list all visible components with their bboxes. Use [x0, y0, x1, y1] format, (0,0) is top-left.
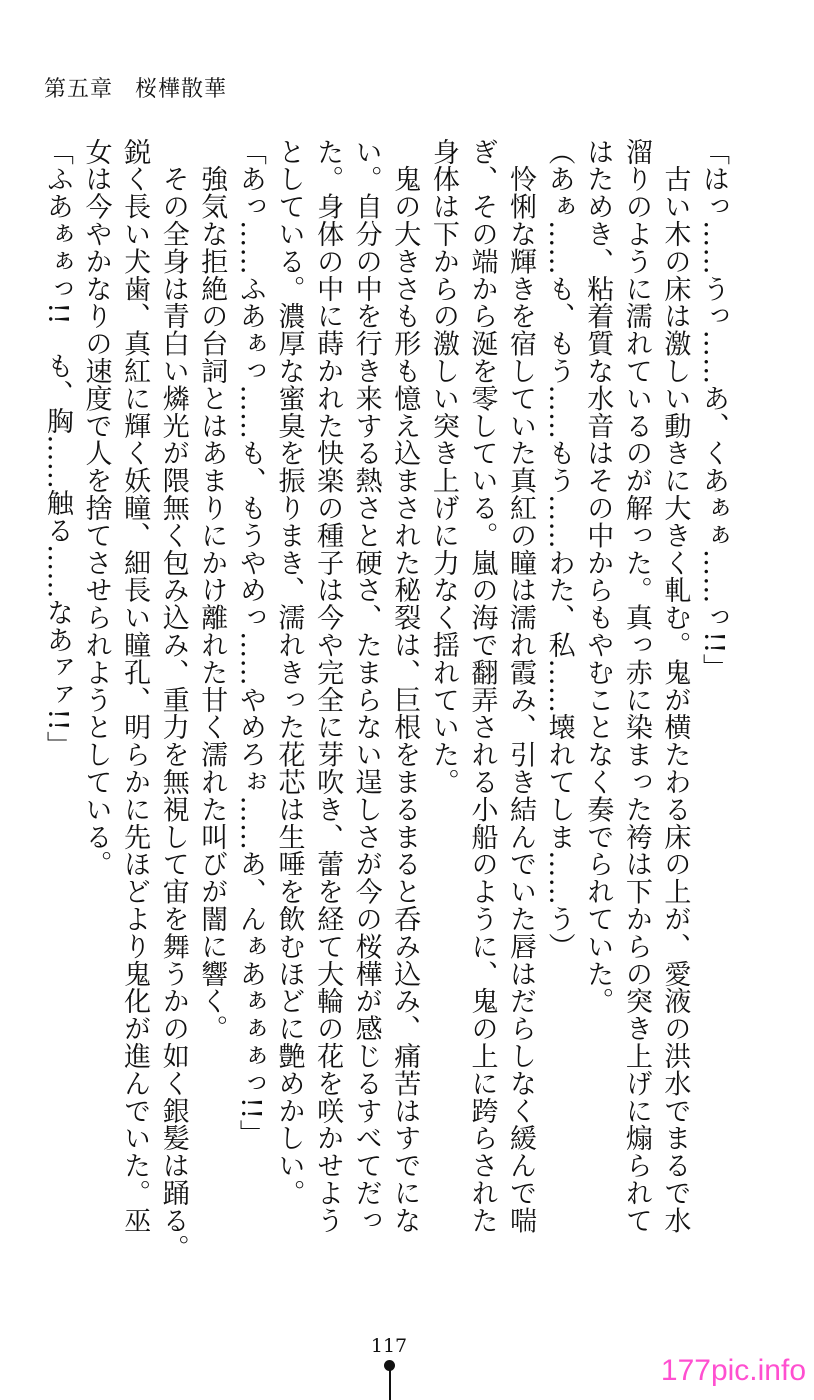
watermark: 177pic.info	[660, 1354, 806, 1387]
text-line: 鋭く長い犬歯、真紅に輝く妖瞳、細長い瞳孔、明らかに先ほどより鬼化が進んでいた。巫	[119, 138, 151, 1234]
chapter-number: 第五章	[44, 77, 114, 102]
text-line: 古い木の床は激しい動きに大きく軋む。鬼が横たわる床の上が、愛液の洪水でまるで水	[659, 138, 691, 1234]
text-line: 鬼の大きさも形も憶え込まされた秘裂は、巨根をまるまると呑み込み、痛苦はすでにな	[389, 138, 421, 1234]
text-line: としている。濃厚な蜜臭を振りまき、濡れきった花芯は生唾を飲むほどに艶めかしい。	[273, 138, 305, 1207]
text-line: 「はっ……うっ……あ、くあぁぁ……っ!!」	[698, 138, 729, 682]
text-line: 「ふあぁぁっ!! も、胸……触る……なあァァ!!」	[41, 138, 73, 759]
text-line: 身体は下からの激しい突き上げに力なく揺れていた。	[427, 138, 459, 796]
text-line: 女は今やかなりの速度で人を捨てさせられようとしている。	[80, 138, 112, 878]
text-line: その全身は青白い燐光が隈無く包み込み、重力を無視して宙を舞うかの如く銀髪は踊る。	[157, 138, 189, 1262]
text-line: （あぁ……も、もう……もう……わた、私……壊れてしま……う）	[543, 138, 575, 960]
text-line: ぎ、その端から涎を零している。嵐の海で翻弄される小船のように、鬼の上に跨らされた	[466, 138, 498, 1234]
page-number: 117	[370, 1335, 408, 1357]
text-line: はためき、粘着質な水音はその中からもやむことなく奏でられていた。	[582, 138, 614, 1015]
text-line: 怜悧な輝きを宿していた真紅の瞳は濡れ霞み、引き結んでいた唇はだらしなく緩んで喘	[505, 138, 537, 1234]
text-line: た。身体の中に蒔かれた快楽の種子は今や完全に芽吹き、蕾を経て大輪の花を咲かせよう	[312, 138, 344, 1234]
text-line: い。自分の中を行き来する熱さと硬さ、たまらない逞しさが今の桜樺が感じるすべてだっ	[350, 138, 382, 1234]
chapter-title: 桜樺散華	[135, 77, 228, 102]
text-line: 溜りのように濡れているのが解った。真っ赤に染まった袴は下からの突き上げに煽られて	[620, 138, 652, 1234]
page-marker-line	[389, 1370, 391, 1400]
chapter-header	[44, 72, 227, 103]
text-line: 「あっ……ふあぁっ……も、もうやめっ……やめろぉ……あ、んぁあぁぁぁっ!!」	[234, 138, 266, 1147]
body-text	[37, 138, 732, 1268]
text-line: 強気な拒絶の台詞とはあまりにかけ離れた甘く濡れた叫びが闇に響く。	[196, 138, 228, 1043]
